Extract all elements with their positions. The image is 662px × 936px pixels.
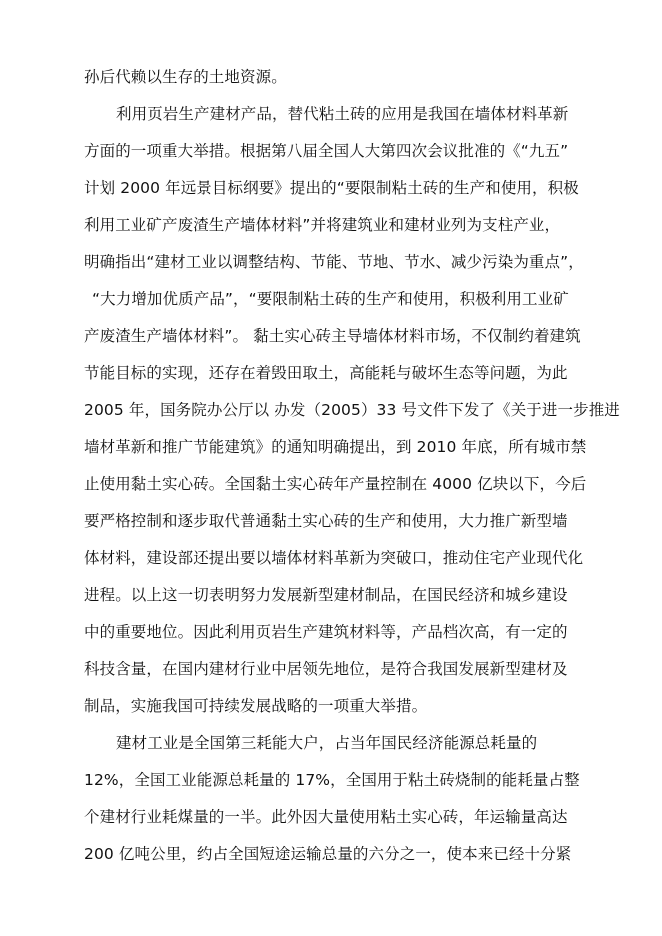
text-line: 200 亿吨公里，约占全国短途运输总量的六分之一，使本来已经十分紧 <box>84 845 572 863</box>
text-line: 制品，实施我国可持续发展战略的一项重大举措。 <box>84 697 428 715</box>
text-line: 利用工业矿产废渣生产墙体材料”并将建筑业和建材业列为支柱产业， <box>84 216 561 234</box>
text-line: 节能目标的实现，还存在着毁田取土，高能耗与破坏生态等问题，为此 <box>84 364 568 382</box>
text-line: 中的重要地位。因此利用页岩生产建筑材料等，产品档次高，有一定的 <box>84 623 568 641</box>
text-line: 墙材革新和推广节能建筑》的通知明确提出，到 2010 年底，所有城市禁 <box>84 438 587 456</box>
text-line: 止使用黏土实心砖。全国黏土实心砖年产量控制在 4000 亿块以下，今后 <box>84 475 587 493</box>
text-line: 体材料，建设部还提出要以墙体材料革新为突破口，推动住宅产业现代化 <box>84 549 584 567</box>
text-line: 方面的一项重大举措。根据第八届全国人大第四次会议批准的《“九五” <box>84 142 569 160</box>
text-line: “大力增加优质产品”，“要限制粘土砖的生产和使用，积极利用工业矿 <box>92 290 569 308</box>
text-line: 2005 年，国务院办公厅以 办发（2005）33 号文件下发了《关于进一步推进 <box>84 401 620 419</box>
text-line: 明确指出“建材工业以调整结构、节能、节地、节水、减少污染为重点”， <box>84 253 584 271</box>
text-line: 个建材行业耗煤量的一半。此外因大量使用粘土实心砖，年运输量高达 <box>84 808 568 826</box>
text-line: 建材工业是全国第三耗能大户，占当年国民经济能源总耗量的 <box>116 734 538 752</box>
text-line: 孙后代赖以生存的土地资源。 <box>84 68 287 86</box>
text-line: 产废渣生产墙体材料”。 黏土实心砖主导墙体材料市场，不仅制约着建筑 <box>84 327 581 345</box>
text-line: 进程。以上这一切表明努力发展新型建材制品，在国民经济和城乡建设 <box>84 586 568 604</box>
text-line: 科技含量，在国内建材行业中居领先地位，是符合我国发展新型建材及 <box>84 660 568 678</box>
text-line: 12%，全国工业能源总耗量的 17%，全国用于粘土砖烧制的能耗量占整 <box>84 771 580 789</box>
text-line: 计划 2000 年远景目标纲要》提出的“要限制粘土砖的生产和使用，积极 <box>84 179 579 197</box>
text-line: 要严格控制和逐步取代普通黏土实心砖的生产和使用，大力推广新型墙 <box>84 512 568 530</box>
text-line: 利用页岩生产建材产品，替代粘土砖的应用是我国在墙体材料革新 <box>116 105 569 123</box>
